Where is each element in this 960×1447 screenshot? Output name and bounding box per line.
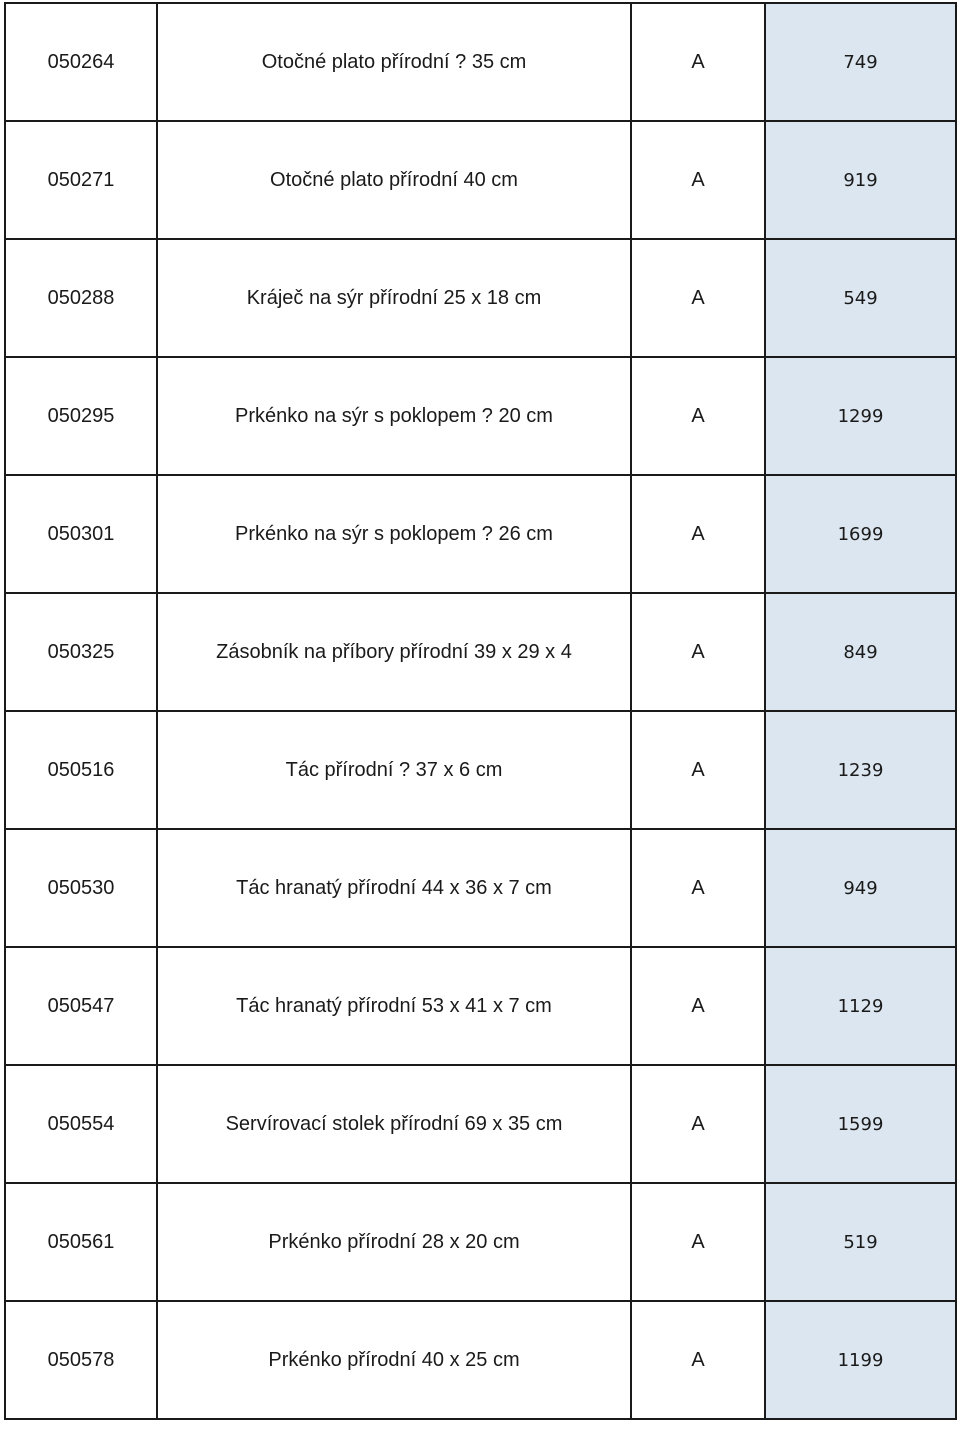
product-class-cell: A [631, 475, 765, 593]
product-name-cell: Prkénko na sýr s poklopem ? 20 cm [157, 357, 631, 475]
table-row [5, 1065, 956, 1183]
product-code-cell: 050264 [5, 3, 157, 121]
product-price-cell: 919 [765, 121, 956, 239]
product-price-cell: 1299 [765, 357, 956, 475]
product-class-cell: A [631, 711, 765, 829]
product-price-cell: 849 [765, 593, 956, 711]
table-row [5, 1301, 956, 1419]
product-name-cell: Tác hranatý přírodní 44 x 36 x 7 cm [157, 829, 631, 947]
product-code-cell: 050547 [5, 947, 157, 1065]
product-class-cell: A [631, 239, 765, 357]
product-price-cell: 519 [765, 1183, 956, 1301]
product-price-cell: 1699 [765, 475, 956, 593]
product-class-cell: A [631, 947, 765, 1065]
product-name-cell: Zásobník na příbory přírodní 39 x 29 x 4 [157, 593, 631, 711]
table-row [5, 121, 956, 239]
product-class-cell: A [631, 1301, 765, 1419]
product-price-cell: 1599 [765, 1065, 956, 1183]
product-code-cell: 050554 [5, 1065, 157, 1183]
price-table-body [5, 3, 956, 1419]
table-row [5, 3, 956, 121]
product-class-cell: A [631, 121, 765, 239]
product-class-cell: A [631, 1183, 765, 1301]
product-price-cell: 749 [765, 3, 956, 121]
product-code-cell: 050295 [5, 357, 157, 475]
product-class-cell: A [631, 1065, 765, 1183]
product-name-cell: Tác přírodní ? 37 x 6 cm [157, 711, 631, 829]
product-code-cell: 050516 [5, 711, 157, 829]
product-code-cell: 050271 [5, 121, 157, 239]
product-name-cell: Prkénko přírodní 40 x 25 cm [157, 1301, 631, 1419]
product-code-cell: 050578 [5, 1301, 157, 1419]
product-class-cell: A [631, 357, 765, 475]
product-price-cell: 1239 [765, 711, 956, 829]
table-row [5, 475, 956, 593]
product-code-cell: 050561 [5, 1183, 157, 1301]
product-price-cell: 1199 [765, 1301, 956, 1419]
product-class-cell: A [631, 593, 765, 711]
product-code-cell: 050288 [5, 239, 157, 357]
product-code-cell: 050325 [5, 593, 157, 711]
table-row [5, 1183, 956, 1301]
price-table [4, 2, 957, 1420]
product-price-cell: 549 [765, 239, 956, 357]
product-name-cell: Otočné plato přírodní ? 35 cm [157, 3, 631, 121]
product-class-cell: A [631, 3, 765, 121]
table-row [5, 593, 956, 711]
table-row [5, 829, 956, 947]
table-row [5, 239, 956, 357]
product-code-cell: 050530 [5, 829, 157, 947]
table-row [5, 357, 956, 475]
product-name-cell: Prkénko přírodní 28 x 20 cm [157, 1183, 631, 1301]
product-name-cell: Servírovací stolek přírodní 69 x 35 cm [157, 1065, 631, 1183]
product-name-cell: Kráječ na sýr přírodní 25 x 18 cm [157, 239, 631, 357]
product-name-cell: Prkénko na sýr s poklopem ? 26 cm [157, 475, 631, 593]
table-row [5, 947, 956, 1065]
product-class-cell: A [631, 829, 765, 947]
product-name-cell: Tác hranatý přírodní 53 x 41 x 7 cm [157, 947, 631, 1065]
table-row [5, 711, 956, 829]
product-price-cell: 949 [765, 829, 956, 947]
product-name-cell: Otočné plato přírodní 40 cm [157, 121, 631, 239]
product-code-cell: 050301 [5, 475, 157, 593]
product-price-cell: 1129 [765, 947, 956, 1065]
